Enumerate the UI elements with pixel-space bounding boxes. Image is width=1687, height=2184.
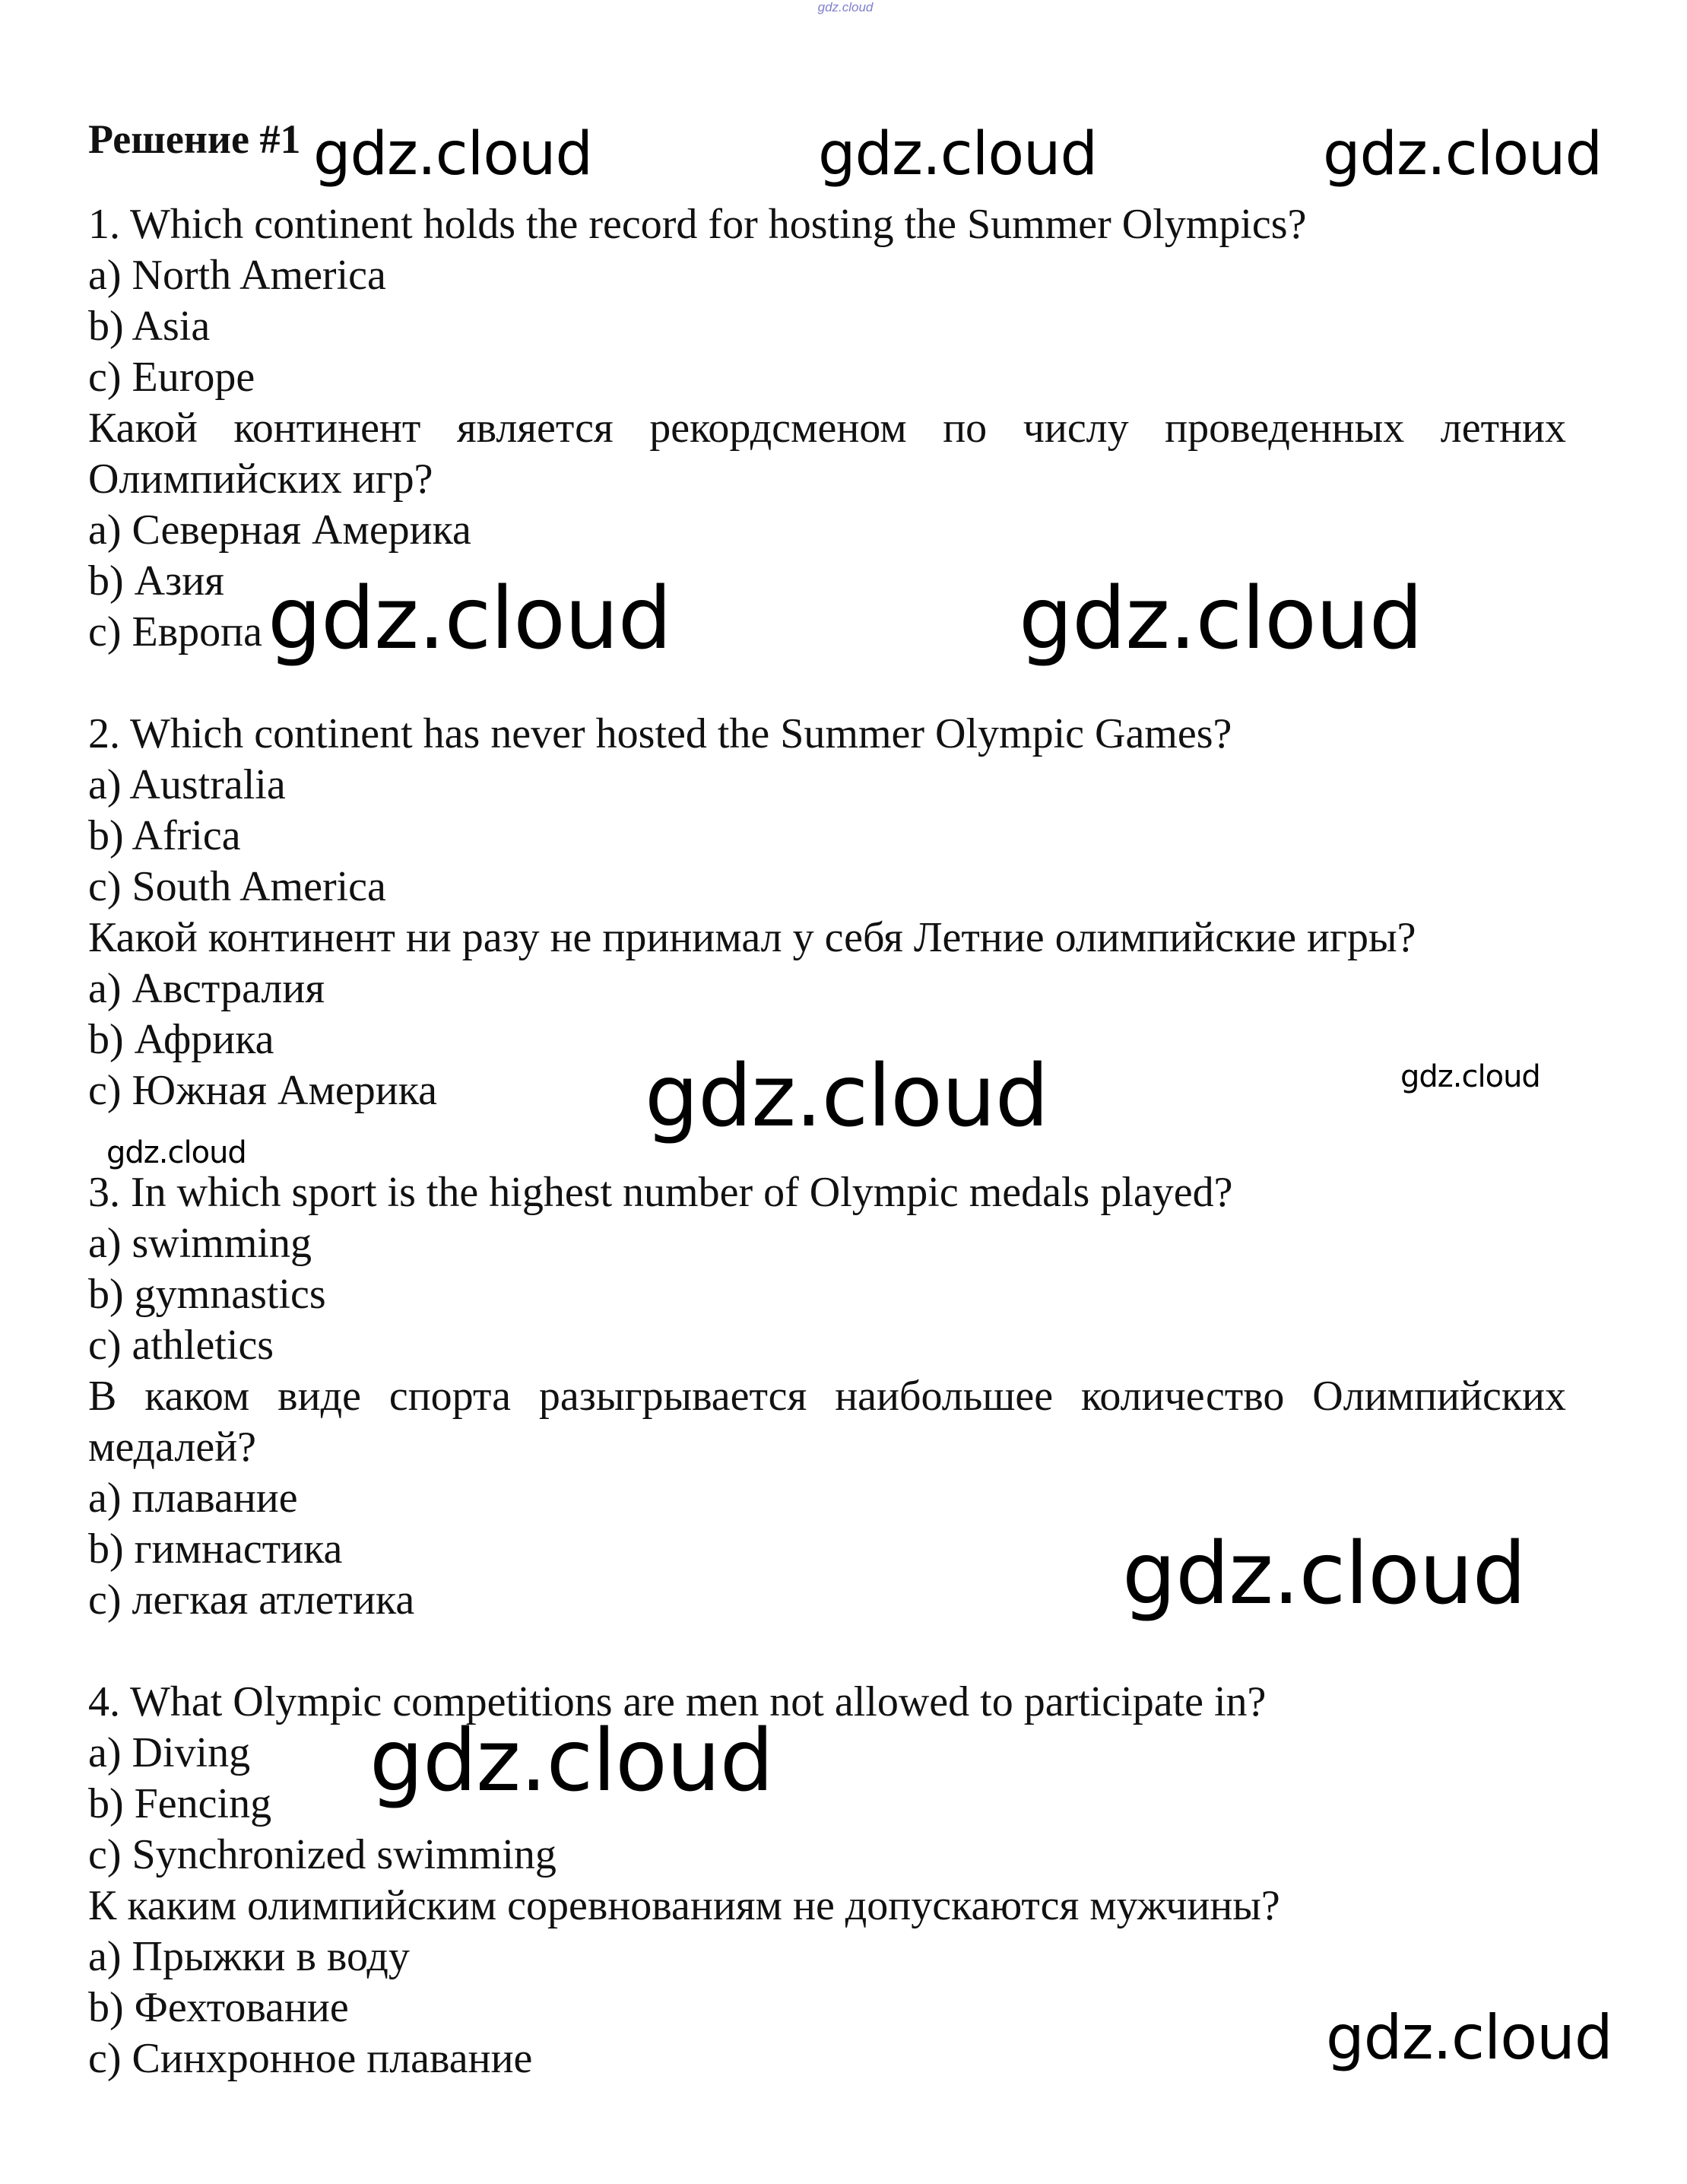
watermark: gdz.cloud (1400, 1059, 1540, 1094)
answer-option: c) Южная Америка (88, 1067, 437, 1114)
question-4-ru: К каким олимпийским соревнованиям не допускаются мужчины? (88, 1882, 1280, 1929)
watermark: gdz.cloud (1122, 1525, 1526, 1624)
answer-option: c) Европа (88, 608, 262, 656)
watermark: gdz.cloud (313, 120, 592, 189)
question-1-en: 1. Which continent holds the record for hosting the Summer Olympics? (88, 201, 1307, 248)
question-3-ru: В каком виде спорта разыгрывается наибольшее количество Олимпийских (88, 1373, 1566, 1420)
answer-option: b) Фехтование (88, 1984, 349, 2031)
question-1-ru: Какой континент является рекордсменом по числу проведенных летних (88, 405, 1566, 452)
solution-heading: Решение #1 (88, 116, 301, 162)
answer-option: a) Северная Америка (88, 506, 471, 554)
watermark: gdz.cloud (645, 1047, 1048, 1146)
answer-option: a) Прыжки в воду (88, 1933, 410, 1980)
answer-option: a) swimming (88, 1220, 312, 1267)
answer-option: b) gymnastics (88, 1271, 326, 1318)
answer-option: c) South America (88, 863, 386, 910)
answer-option: b) гимнастика (88, 1525, 343, 1573)
answer-option: b) Азия (88, 557, 224, 605)
answer-option: b) Asia (88, 303, 211, 350)
question-3-ru-cont: медалей? (88, 1424, 257, 1471)
answer-option: b) Fencing (88, 1780, 272, 1827)
answer-option: b) Африка (88, 1016, 274, 1063)
answer-option: a) плавание (88, 1475, 298, 1522)
answer-option: a) Australia (88, 761, 286, 808)
answer-option: c) Europe (88, 354, 255, 401)
question-2-ru: Какой континент ни разу не принимал у себя Летние олимпийские игры? (88, 914, 1416, 961)
answer-option: a) Австралия (88, 965, 325, 1012)
watermark: gdz.cloud (1019, 570, 1422, 668)
watermark: gdz.cloud (818, 120, 1097, 189)
answer-option: a) North America (88, 252, 386, 299)
question-1-ru-cont: Олимпийских игр? (88, 456, 433, 503)
answer-option: c) athletics (88, 1322, 274, 1369)
watermark: gdz.cloud (1323, 120, 1602, 189)
watermark: gdz.cloud (268, 570, 671, 668)
watermark: gdz.cloud (1326, 2002, 1612, 2073)
answer-option: a) Diving (88, 1729, 251, 1776)
question-3-en: 3. In which sport is the highest number of Olympic medals played? (88, 1169, 1233, 1216)
question-4-en: 4. What Olympic competitions are men not allowed to participate in? (88, 1678, 1267, 1725)
answer-option: c) Синхронное плавание (88, 2035, 533, 2082)
top-watermark: gdz.cloud (817, 0, 874, 14)
answer-option: c) Synchronized swimming (88, 1831, 557, 1878)
answer-option: c) легкая атлетика (88, 1576, 415, 1624)
watermark: gdz.cloud (369, 1712, 773, 1811)
watermark: gdz.cloud (106, 1135, 246, 1170)
question-2-en: 2. Which continent has never hosted the Summer Olympic Games? (88, 710, 1232, 757)
answer-option: b) Africa (88, 812, 241, 859)
